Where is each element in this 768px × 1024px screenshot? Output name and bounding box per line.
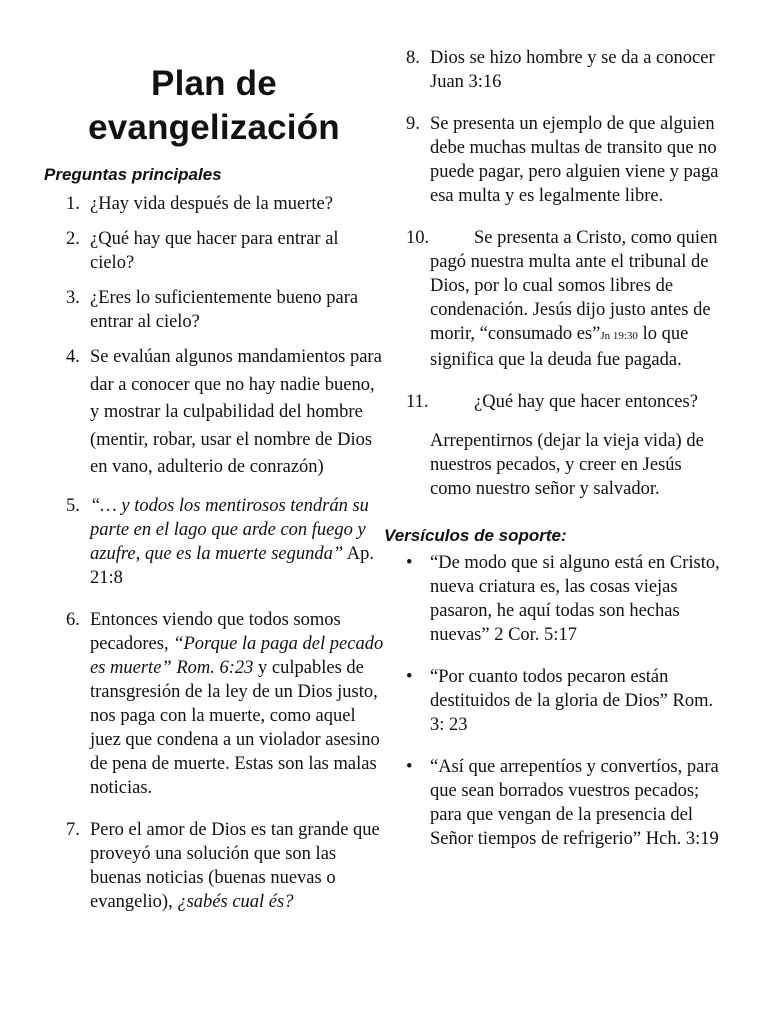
page-title <box>44 62 384 150</box>
left-column <box>44 62 384 914</box>
bullet-icon: • <box>406 553 413 573</box>
item-quote: “Porque la paga del pecado es muerte” Rom. 6:23 <box>90 633 384 678</box>
bullet-icon: • <box>406 757 413 777</box>
bullet-item-1 <box>384 551 720 647</box>
item-number: 9. <box>406 114 420 134</box>
title-line-2: evangelización <box>88 108 340 147</box>
title-line-1: Plan de <box>151 64 277 103</box>
list-item-2 <box>44 227 384 275</box>
list-item-3 <box>44 286 384 334</box>
item-text: ¿Qué hay que hacer para entrar al cielo? <box>90 229 339 273</box>
list-item-5 <box>44 494 384 590</box>
item-reference: Ap. 21:8 <box>90 543 374 588</box>
list-item-6 <box>44 608 384 800</box>
list-item-7 <box>44 818 384 914</box>
arrepentirnos-paragraph: Arrepentirnos (dejar la vieja vida) de nuestros pecados, y creer en Jesús como nuestro señor y salvador. <box>430 431 704 499</box>
item-quote: ¿sabés cual és? <box>177 891 294 912</box>
item-text-continued: lo que significa que la deuda fue pagada. <box>430 324 689 370</box>
item-number: 11. <box>406 392 429 412</box>
item-text: Pero el amor de Dios es tan grande que proveyó una solución que son las buenas noticias (buenas nuevas o evangelio), <box>90 819 380 912</box>
item-text: ¿Hay vida después de la muerte? <box>90 194 333 214</box>
bullet-text: “Así que arrepentíos y convertíos, para que sean borrados vuestros pecados; para que vengan de la presencia del Señor tiempos de refrigerio” Hch. 3:19 <box>430 757 719 849</box>
item-text: ¿Qué hay que hacer entonces? <box>474 392 698 412</box>
item-number: 2. <box>66 229 80 249</box>
item-text: Dios se hizo hombre y se da a conocer Juan 3:16 <box>430 48 715 92</box>
list-item-11 <box>384 390 720 414</box>
item-text-continued: y culpables de transgresión de la ley de un Dios justo, nos paga con la muerte, como aquel juez que condena a un violador asesino de pena de muerte. Estas son las malas noticias. <box>90 657 380 798</box>
item-quote: “… y todos los mentirosos tendrán su parte en el lago que arde con fuego y azufre, que es la muerte segunda” <box>90 495 369 564</box>
right-column <box>384 46 720 851</box>
bullet-text: “Por cuanto todos pecaron están destituidos de la gloria de Dios” Rom. 3: 23 <box>430 667 714 735</box>
bullet-item-3 <box>384 755 720 851</box>
item-number: 4. <box>66 347 80 367</box>
item-text: Se presenta a Cristo, como quien pagó nuestra multa ante el tribunal de Dios, por lo cual somos libres de condenación. Jesús dijo justo antes de morir, “consumado es” <box>430 228 718 344</box>
item-number: 1. <box>66 194 80 214</box>
item-text: Entonces viendo que todos somos pecadores, <box>90 609 341 654</box>
item-number: 10. <box>406 228 430 248</box>
item-text: Se presenta un ejemplo de que alguien debe muchas multas de transito que no puede pagar, pero alguien viene y paga esa multa y es legalmente libre. <box>430 114 719 206</box>
item-number: 8. <box>406 48 420 68</box>
list-item-10 <box>384 226 720 372</box>
bullet-item-2 <box>384 665 720 737</box>
versiculos-heading: Versículos de soporte: <box>384 526 567 545</box>
list-item-8 <box>384 46 720 94</box>
item-text: ¿Eres lo suficientemente bueno para entrar al cielo? <box>90 288 359 332</box>
bullet-icon: • <box>406 667 413 687</box>
item-number: 5. <box>66 495 80 516</box>
item-text: Se evalúan algunos mandamientos para dar a conocer que no hay nadie bueno, y mostrar la culpabilidad del hombre (mentir, robar, usar el nombre de Dios en vano, adulterio de conrazón) <box>90 347 382 477</box>
item-small-reference: Jn 19:30 <box>600 330 638 342</box>
list-item-4 <box>44 344 384 482</box>
item-number: 6. <box>66 609 80 630</box>
preguntas-heading: Preguntas principales <box>44 165 222 184</box>
bullet-text: “De modo que si alguno está en Cristo, nueva criatura es, las cosas viejas pasaron, he aquí todas son hechas nuevas” 2 Cor. 5:17 <box>430 553 720 645</box>
list-item-9 <box>384 112 720 208</box>
item-number: 3. <box>66 288 80 308</box>
list-item-1 <box>44 192 384 216</box>
item-number: 7. <box>66 819 80 840</box>
